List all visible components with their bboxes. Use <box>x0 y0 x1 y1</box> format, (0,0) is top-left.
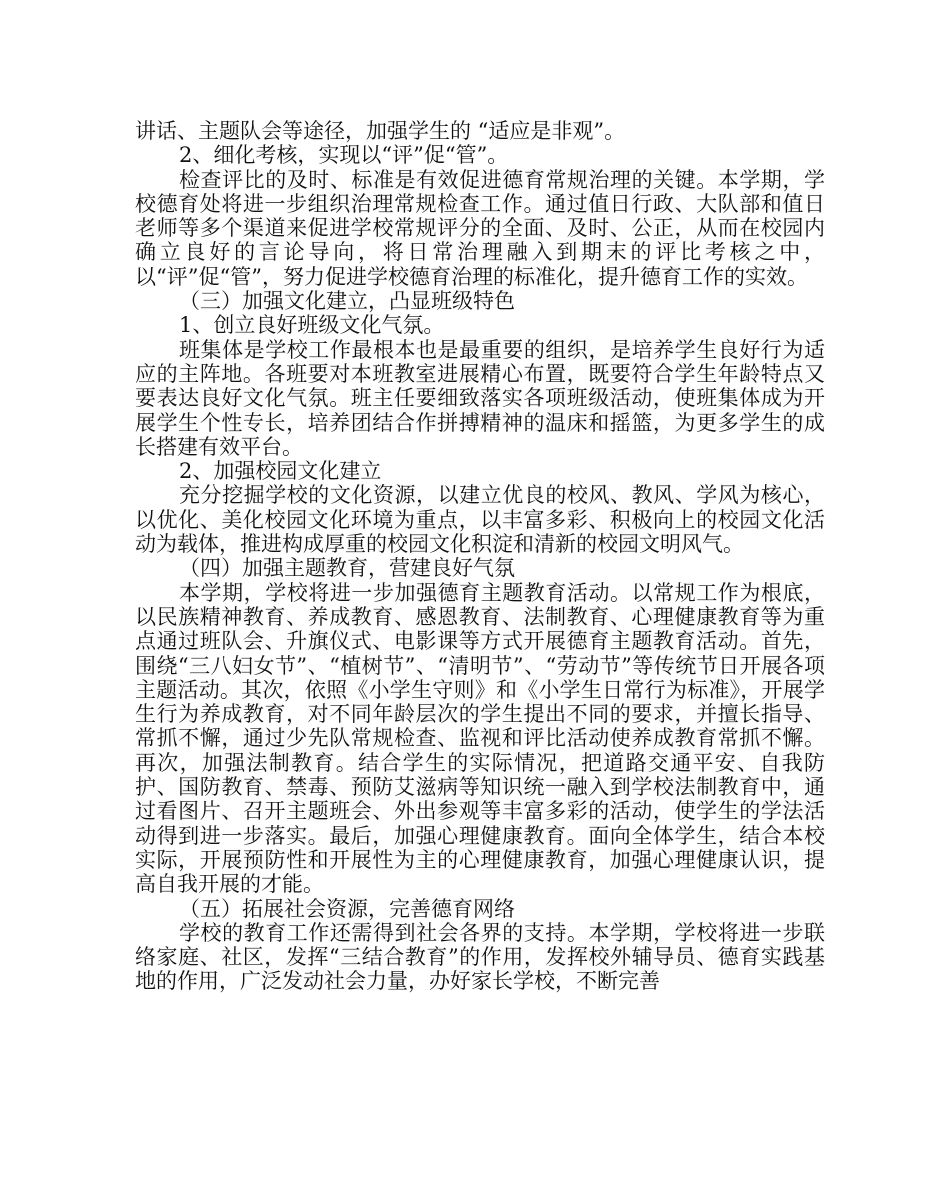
section-heading-5: （五）拓展社会资源，完善德育网络 <box>179 896 515 921</box>
paragraph-theme-education: 本学期，学校将进一步加强德育主题教育活动。以常规工作为根底，以民族精神教育、养成教育、感恩教育、法制教育、心理健康教育等为重点通过班队会、升旗仪式、电影课等方式开展德育主题教育活动。首先，围绕“三八妇女节”、“植树节”、“清明节”、“劳动节”等传统节日开展各项主题活动。其次，依照《小学生守则》和《小学生日常行为标准》，开展学生行为养成教育，对不同年龄层次的学生提出不同的要求，并擅长指导、常抓不懈，通过少先队常规检查、监视和评比活动使养成教育常抓不懈。再次，加强法制教育。结合学生的实际情况，把道路交通平安、自我防护、国防教育、禁毒、预防艾滋病等知识统一融入到学校法制教育中，通过看图片、召开主题班会、外出参观等丰富多彩的活动，使学生的学法活动得到进一步落实。最后，加强心理健康教育。面向全体学生，结合本校实际，开展预防性和开展性为主的心理健康教育，加强心理健康认识，提高自我开展的才能。 <box>135 580 825 897</box>
section-heading-3: （三）加强文化建立，凸显班级特色 <box>179 289 515 314</box>
subheading-campus-culture: 2、加强校园文化建立 <box>179 459 382 484</box>
paragraph-campus-culture: 充分挖掘学校的文化资源，以建立优良的校风、教风、学风为核心，以优化、美化校园文化环境为重点，以丰富多彩、积极向上的校园文化活动为载体，推进构成厚重的校园文化积淀和清新的校园文明风气。 <box>135 483 825 557</box>
subheading-class-culture: 1、创立良好班级文化气氛。 <box>179 313 445 338</box>
subheading-refine-assessment: 2、细化考核，实现以“评”促“管”。 <box>179 143 509 168</box>
paragraph-social-resources: 学校的教育工作还需得到社会各界的支持。本学期，学校将进一步联络家庭、社区，发挥“三结合教育”的作用，发挥校外辅导员、德育实践基地的作用，广泛发动社会力量，办好家长学校，不断完善 <box>135 920 825 994</box>
paragraph-inspection: 检查评比的及时、标准是有效促进德育常规治理的关键。本学期，学校德育处将进一步组织治理常规检查工作。通过值日行政、大队部和值日老师等多个渠道来促进学校常规评分的全面、及时、公正，从而在校园内确立良好的言论导向，将日常治理融入到期末的评比考核之中，以“评”促“管”，努力促进学校德育治理的标准化，提升德育工作的实效。 <box>135 167 825 289</box>
section-heading-4: （四）加强主题教育，营建良好气氛 <box>179 556 515 581</box>
paragraph-class-collective: 班集体是学校工作最根本也是最重要的组织，是培养学生良好行为适应的主阵地。各班要对本班教室进展精心布置，既要符合学生年龄特点又要表达良好文化气氛。班主任要细致落实各项班级活动，使班集体成为开展学生个性专长，培养团结合作拼搏精神的温床和摇篮，为更多学生的成长搭建有效平台。 <box>135 337 825 459</box>
paragraph-continuation: 讲话、主题队会等途径，加强学生的 “适应是非观”。 <box>135 119 626 143</box>
document-body <box>135 119 825 994</box>
